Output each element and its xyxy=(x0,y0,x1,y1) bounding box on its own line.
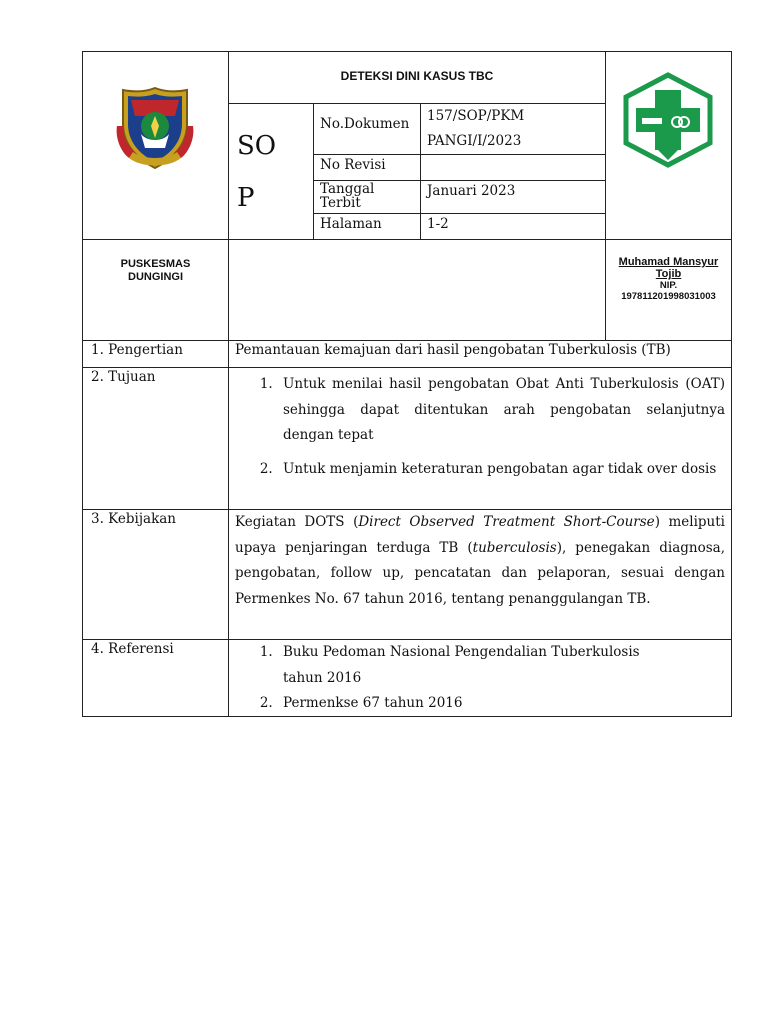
nip-label: NIP. xyxy=(659,280,678,291)
signatory-name xyxy=(606,256,731,280)
kebijakan-italic-2: tuberculosis xyxy=(472,539,557,556)
puskesmas-cross-logo-icon xyxy=(622,72,714,168)
section-body-tujuan xyxy=(228,367,732,510)
org-cell xyxy=(82,239,229,341)
section-label-tujuan: 2. Tujuan xyxy=(82,367,229,510)
org-line1: PUSKESMAS xyxy=(120,258,191,270)
section-label-kebijakan: 3. Kebijakan xyxy=(82,509,229,640)
field-label-halaman: Halaman xyxy=(313,213,421,240)
field-value-no-dokumen xyxy=(420,103,606,155)
kebijakan-text-2: ) meliputi upaya penjaringan terduga TB ( xyxy=(235,514,725,556)
left-logo-cell xyxy=(82,51,229,240)
right-logo-cell xyxy=(605,51,732,240)
tanggal-label-line1: Tanggal xyxy=(320,181,375,197)
sop-label xyxy=(228,103,314,240)
sop-label-line2: P xyxy=(237,183,255,213)
tujuan-item-1: 1. Untuk menilai hasil pengobatan Obat Anti Tuberkulosis (OAT) sehingga dapat ditentukan arah pengobatan selanjutnya dengan tepat xyxy=(277,372,725,449)
kebijakan-text-1: Kegiatan DOTS ( xyxy=(235,514,359,530)
field-value-tanggal-terbit: Januari 2023 xyxy=(420,180,606,214)
signatory-name-line1: Muhamad Mansyur xyxy=(618,256,719,268)
field-label-tanggal-terbit xyxy=(313,180,421,214)
blank-cell xyxy=(228,239,606,341)
section-body-pengertian: Pemantauan kemajuan dari hasil pengobatan Tuberkulosis (TB) xyxy=(228,340,732,368)
field-value-halaman: 1-2 xyxy=(420,213,606,240)
sop-label-line1: SO xyxy=(237,131,277,161)
section-body-referensi xyxy=(228,639,732,717)
field-value-no-revisi xyxy=(420,154,606,181)
section-body-kebijakan xyxy=(228,509,732,640)
kota-gorontalo-emblem-icon xyxy=(115,86,195,170)
section-label-referensi: 4. Referensi xyxy=(82,639,229,717)
kebijakan-text-3: ), penegakan diagnosa, pengobatan, follow up, pencatatan dan pelaporan, sesuai dengan Permenkes No. 67 tahun 2016, tentang penanggulangan TB. xyxy=(235,539,725,607)
org-line2: DUNGINGI xyxy=(128,271,183,283)
document-title: DETEKSI DINI KASUS TBC xyxy=(228,51,606,104)
no-dokumen-line2: PANGI/I/2023 xyxy=(427,133,522,149)
nip-value: 197811201998031003 xyxy=(621,291,716,302)
tanggal-label-line2: Terbit xyxy=(320,195,361,211)
signatory-cell xyxy=(605,239,732,341)
no-dokumen-line1: 157/SOP/PKM xyxy=(427,108,525,124)
referensi-item-2: 2. Permenkse 67 tahun 2016 xyxy=(277,691,671,717)
signatory-name-line2: Tojib xyxy=(655,268,682,280)
tujuan-item-2: 2. Untuk menjamin keteraturan pengobatan agar tidak over dosis xyxy=(277,457,725,483)
field-label-no-revisi: No Revisi xyxy=(313,154,421,181)
field-label-no-dokumen: No.Dokumen xyxy=(313,103,421,155)
section-label-pengertian: 1. Pengertian xyxy=(82,340,229,368)
referensi-item-1: 1. Buku Pedoman Nasional Pengendalian Tuberkulosis tahun 2016 xyxy=(277,640,671,691)
kebijakan-italic-1: Direct Observed Treatment Short-Course xyxy=(358,514,655,530)
